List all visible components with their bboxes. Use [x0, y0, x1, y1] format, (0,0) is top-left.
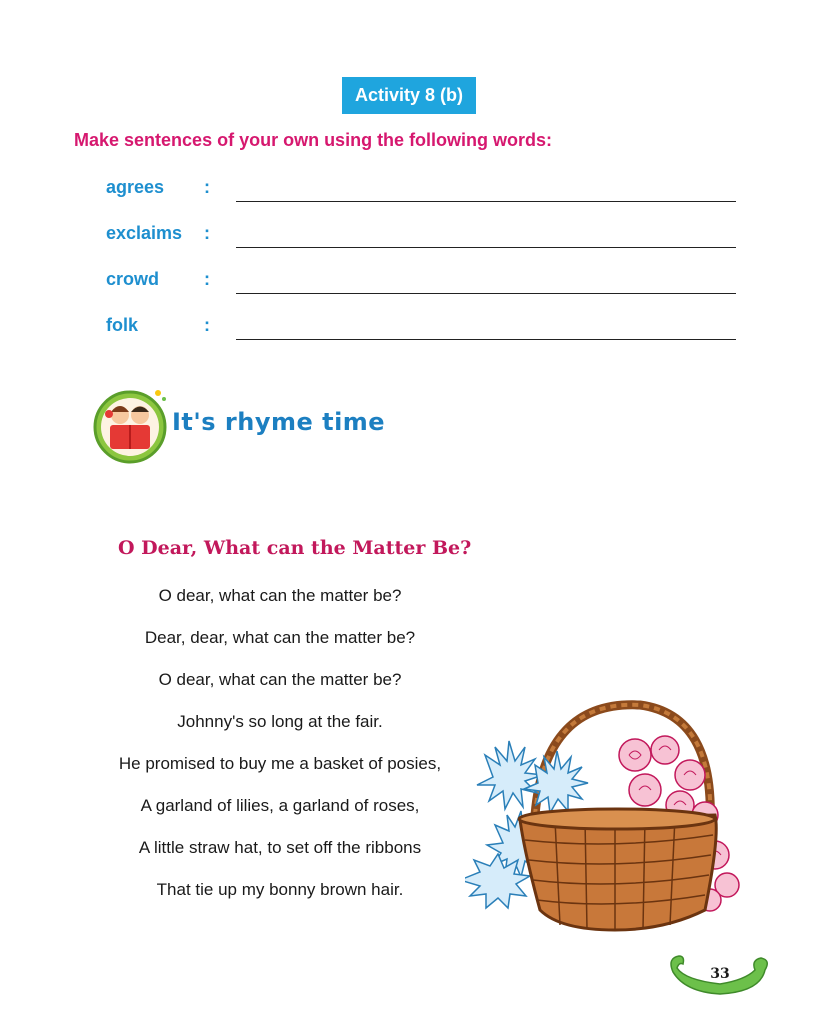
word-colon: :	[204, 315, 210, 335]
word-row-exclaims	[106, 223, 746, 253]
poem-line: Johnny's so long at the fair.	[177, 712, 383, 731]
word-row-crowd	[106, 269, 746, 299]
page-number-badge	[665, 950, 775, 998]
children-reading-icon	[90, 385, 170, 465]
word-colon: :	[204, 269, 210, 289]
answer-line[interactable]	[236, 201, 736, 202]
word-label: crowd	[106, 269, 160, 289]
word-colon: :	[204, 223, 210, 243]
word-label: exclaims	[106, 223, 183, 243]
page-number: 33	[710, 966, 730, 982]
answer-line[interactable]	[236, 247, 736, 248]
word-label: folk	[106, 315, 139, 335]
poem-line: A little straw hat, to set off the ribbons	[138, 838, 422, 857]
word-colon: :	[204, 177, 210, 197]
poem-title: O Dear, What can the Matter Be?	[118, 537, 472, 559]
word-row-folk	[106, 315, 746, 345]
answer-line[interactable]	[236, 293, 736, 294]
rhyme-section-heading: It's rhyme time	[172, 408, 386, 436]
poem-line: O dear, what can the matter be?	[158, 670, 402, 689]
flower-basket-illustration	[465, 695, 745, 940]
activity-badge: Activity 8 (b)	[342, 77, 476, 114]
poem-line: A garland of lilies, a garland of roses,	[140, 796, 420, 815]
poem-line: That tie up my bonny brown hair.	[156, 880, 404, 899]
poem-line: O dear, what can the matter be?	[158, 586, 402, 605]
poem-line: Dear, dear, what can the matter be?	[144, 628, 416, 647]
poem-body	[60, 575, 500, 911]
instruction-text: Make sentences of your own using the following words:	[74, 130, 553, 150]
answer-line[interactable]	[236, 339, 736, 340]
word-row-agrees	[106, 177, 746, 207]
word-label: agrees	[106, 177, 165, 197]
poem-line: He promised to buy me a basket of posies,	[118, 754, 442, 773]
